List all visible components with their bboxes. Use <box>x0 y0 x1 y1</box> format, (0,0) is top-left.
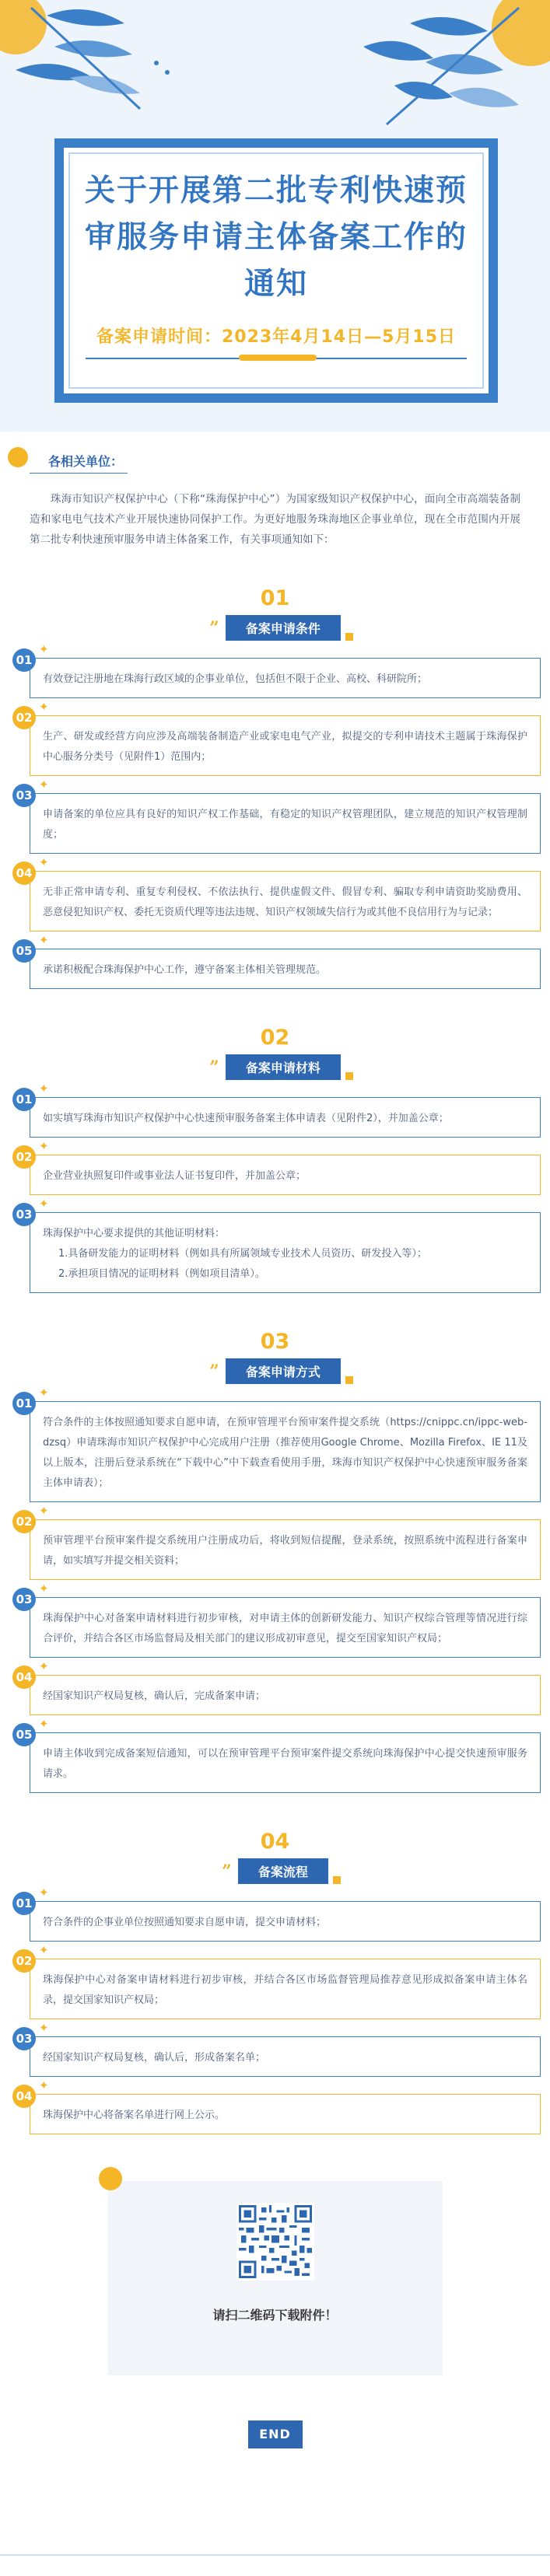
section-tag <box>209 1358 341 1384</box>
section-tag <box>222 1858 328 1884</box>
item-number-badge: 01 <box>12 1892 36 1915</box>
sparkle-icon: ✦ <box>39 2021 49 2035</box>
item-text: 珠海保护中心将备案名单进行网上公示。 <box>43 2109 226 2121</box>
list-item <box>8 1659 542 1715</box>
sparkle-icon: ✦ <box>39 2078 49 2092</box>
item-number-badge: 02 <box>12 1510 36 1533</box>
item-number-badge: 03 <box>12 1588 36 1611</box>
item-text: 珠海保护中心对备案申请材料进行初步审核，并结合各区市场监督管理局推荐意见形成拟备案申请主体名录，提交国家知识产权局； <box>43 1974 527 2006</box>
item-box <box>30 1097 541 1138</box>
list-item <box>8 1717 542 1793</box>
section-number: 01 <box>260 586 290 610</box>
item-box <box>30 1519 541 1580</box>
list-item <box>8 1582 542 1658</box>
section-header <box>0 1025 550 1080</box>
list-item <box>8 1504 542 1580</box>
item-text: 如实填写珠海市知识产权保护中心快速预审服务备案主体申请表（见附件2），并加盖公章； <box>43 1113 449 1124</box>
leaf-decoration-right-icon <box>317 0 550 132</box>
section-title: 备案流程 <box>238 1858 328 1884</box>
sparkle-icon: ✦ <box>39 700 49 714</box>
section-title: 备案申请方式 <box>226 1358 341 1384</box>
sparkle-icon: ✦ <box>39 1139 49 1153</box>
list-item <box>8 1943 542 2019</box>
item-box <box>30 2094 541 2134</box>
divider-accent <box>239 355 317 361</box>
sparkle-icon: ✦ <box>39 1504 49 1518</box>
sparkle-icon: ✦ <box>39 1582 49 1596</box>
intro-paragraph: 珠海市知识产权保护中心（下称“珠海保护中心”）为国家级知识产权保护中心，面向全市高端装备制造和家电电气技术产业开展快速协同保护工作。为更好地服务珠海地区企事业单位，现在全市范围内开展第二批专利快速预审服务申请主体备案工作，有关事项通知如下： <box>30 493 520 546</box>
list-item <box>8 700 542 776</box>
quote-mark-icon: ” <box>209 617 219 638</box>
list-item <box>8 2021 542 2077</box>
section-header <box>0 1329 550 1384</box>
item-text: 申请备案的单位应具有良好的知识产权工作基础，有稳定的知识产权管理团队，建立规范的知识产权管理制度； <box>43 809 527 841</box>
item-box <box>30 1401 541 1502</box>
greeting-label: 各相关单位： <box>30 452 128 474</box>
item-number-badge: 04 <box>12 2085 36 2108</box>
list-item <box>8 1886 542 1942</box>
section-tag <box>209 615 341 641</box>
page-title: 关于开展第二批专利快速预审服务申请主体备案工作的通知 <box>84 173 468 302</box>
sub-item: 2.承担项目情况的证明材料（例如项目清单）。 <box>58 1268 265 1280</box>
item-number-badge: 03 <box>12 784 36 807</box>
item-number-badge: 04 <box>12 862 36 885</box>
item-box <box>30 949 541 989</box>
item-number-badge: 05 <box>12 939 36 963</box>
header-banner <box>0 0 550 432</box>
item-number-badge: 03 <box>12 1203 36 1226</box>
item-box <box>30 715 541 776</box>
sparkle-icon: ✦ <box>39 1886 49 1900</box>
sparkle-icon: ✦ <box>39 1659 49 1673</box>
section-number: 02 <box>260 1026 290 1050</box>
item-box <box>30 1597 541 1658</box>
item-text: 经国家知识产权局复核，确认后，完成备案申请； <box>43 1690 266 1702</box>
item-text: 珠海保护中心对备案申请材料进行初步审核，对申请主体的创新研发能力、知识产权综合管理等情况进行综合评价，并结合各区市场监督局及相关部门的建议形成初审意见，提交至国家知识产权局； <box>43 1613 527 1645</box>
item-box <box>30 1155 541 1195</box>
sparkle-icon: ✦ <box>39 1197 49 1211</box>
item-text: 符合条件的主体按照通知要求自愿申请，在预审管理平台预审案件提交系统（https://cnippc.cn/ippc-web-dzsq）申请珠海市知识产权保护中心完成用户注册（推荐使用Google Chrome、Mozilla Firefox、IE 11及以上版本，注册后登录系统在“下载中心”中下载查看使用手册，珠海市知识产权保护中心快速预审服务备案主体申请表）； <box>43 1417 527 1489</box>
item-number-badge: 05 <box>12 1723 36 1746</box>
item-text: 经国家知识产权局复核，确认后，形成备案名单； <box>43 2052 266 2064</box>
section-items <box>0 642 550 989</box>
item-number-badge: 02 <box>12 1949 36 1973</box>
item-box <box>30 1675 541 1715</box>
item-text: 有效登记注册地在珠海行政区域的企事业单位，包括但不限于企业、高校、科研院所； <box>43 673 428 685</box>
section-tag <box>209 1054 341 1080</box>
item-number-badge: 02 <box>12 1145 36 1169</box>
item-number-badge: 01 <box>12 1392 36 1415</box>
qr-code-icon[interactable] <box>236 2203 314 2281</box>
title-card <box>68 152 484 389</box>
dots-decoration-icon <box>152 58 175 82</box>
item-text: 企业营业执照复印件或事业法人证书复印件，并加盖公章； <box>43 1170 307 1182</box>
section-header <box>0 1829 550 1884</box>
sparkle-icon: ✦ <box>39 1717 49 1731</box>
item-text: 无非正常申请专利、重复专利侵权、不依法执行、提供虚假文件、假冒专利、骗取专利申请资助奖励费用、恶意侵犯知识产权、委托无资质代理等违法违规、知识产权领域失信行为或其他不良信用行为与记录； <box>43 886 527 918</box>
item-box <box>30 1901 541 1942</box>
item-number-badge: 04 <box>12 1665 36 1689</box>
item-text: 珠海保护中心要求提供的其他证明材料： <box>43 1228 226 1239</box>
list-item <box>8 1386 542 1502</box>
sparkle-icon: ✦ <box>39 1082 49 1096</box>
section-number: 04 <box>260 1830 290 1854</box>
end-button[interactable]: END <box>248 2420 303 2448</box>
list-item <box>8 2078 542 2134</box>
sparkle-icon: ✦ <box>39 933 49 947</box>
item-box <box>30 1212 541 1293</box>
item-box <box>30 1959 541 2019</box>
sub-item: 1.具备研发能力的证明材料（例如具有所属领域专业技术人员资历、研发投入等）； <box>58 1248 427 1260</box>
quote-mark-icon: ” <box>209 1057 219 1078</box>
item-text: 符合条件的企事业单位按照通知要求自愿申请，提交申请材料； <box>43 1917 327 1928</box>
sparkle-icon: ✦ <box>39 642 49 656</box>
list-item <box>8 1197 542 1293</box>
list-item <box>8 855 542 931</box>
sections <box>0 585 550 2134</box>
list-item <box>8 1139 542 1195</box>
item-text: 生产、研发或经营方向应涉及高端装备制造产业或家电电气产业，拟提交的专利申请技术主题属于珠海保护中心服务分类号（见附件1）范围内； <box>43 731 527 763</box>
item-number-badge: 02 <box>12 706 36 729</box>
quote-mark-icon: ” <box>222 1861 232 1882</box>
qr-panel <box>108 2181 443 2375</box>
item-text: 承诺积极配合珠海保护中心工作，遵守备案主体相关管理规范。 <box>43 964 327 976</box>
section-number: 03 <box>260 1330 290 1354</box>
section-title: 备案申请条件 <box>226 615 341 641</box>
section-items <box>0 1886 550 2134</box>
section-title: 备案申请材料 <box>226 1054 341 1080</box>
list-item <box>8 933 542 989</box>
sparkle-icon: ✦ <box>39 1386 49 1400</box>
item-number-badge: 01 <box>12 648 36 672</box>
section-items <box>0 1386 550 1793</box>
list-item <box>8 778 542 854</box>
section-items <box>0 1082 550 1293</box>
item-box <box>30 793 541 854</box>
sparkle-icon: ✦ <box>39 778 49 792</box>
circle-decoration-icon <box>8 447 28 467</box>
quote-mark-icon: ” <box>209 1361 219 1382</box>
item-text: 预审管理平台预审案件提交系统用户注册成功后，将收到短信提醒，登录系统，按照系统中流程进行备案申请，如实填写并提交相关资料； <box>43 1535 527 1567</box>
item-box <box>30 1732 541 1793</box>
list-item <box>8 642 542 698</box>
item-box <box>30 871 541 931</box>
item-text: 申请主体收到完成备案短信通知，可以在预审管理平台预审案件提交系统向珠海保护中心提交快速预审服务请求。 <box>43 1748 527 1780</box>
circle-decoration-icon <box>99 2167 122 2190</box>
list-item <box>8 1082 542 1138</box>
item-box <box>30 658 541 698</box>
sparkle-icon: ✦ <box>39 855 49 869</box>
item-number-badge: 03 <box>12 2027 36 2050</box>
qr-caption: 请扫二维码下载附件！ <box>212 2308 338 2323</box>
bottom-divider <box>0 2554 550 2556</box>
item-number-badge: 01 <box>12 1088 36 1111</box>
section-header <box>0 585 550 641</box>
greeting <box>0 432 550 550</box>
application-period: 备案申请时间：2023年4月14日—5月15日 <box>96 327 457 347</box>
sparkle-icon: ✦ <box>39 1943 49 1957</box>
item-box <box>30 2036 541 2077</box>
